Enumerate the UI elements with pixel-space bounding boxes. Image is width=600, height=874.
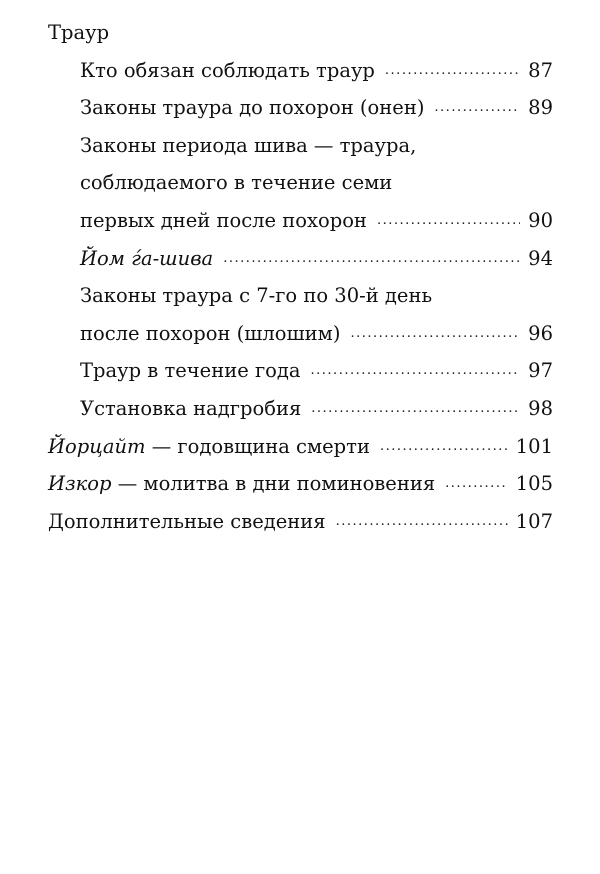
dot-leader [311, 390, 520, 428]
toc-entry-line[interactable] [48, 127, 553, 165]
page-number: 89 [528, 96, 553, 120]
table-of-contents [48, 14, 553, 540]
entry-title: Законы траура с 7-го по 30-й день [80, 284, 433, 308]
toc-entry-line[interactable] [48, 164, 553, 202]
dot-leader [311, 352, 521, 390]
dot-leader [377, 202, 520, 240]
page-number: 98 [528, 396, 553, 420]
page-number: 107 [515, 509, 553, 533]
entry-title-italic: Йорцайт [48, 434, 146, 458]
toc-entry[interactable] [48, 52, 553, 90]
page-number: 87 [528, 58, 553, 82]
section-heading-text: Траур [48, 21, 110, 44]
section-heading [48, 14, 553, 52]
entry-title: первых дней после похорон [80, 208, 367, 232]
entry-title: Дополнительные сведения [48, 509, 326, 533]
toc-entry[interactable] [48, 503, 553, 541]
dot-leader [434, 89, 520, 127]
page-number: 105 [515, 472, 553, 496]
toc-entry[interactable] [48, 390, 553, 428]
toc-entry[interactable] [48, 202, 553, 240]
page-number: 90 [528, 208, 553, 232]
entry-title: — молитва в дни поминовения [111, 472, 436, 496]
page-number: 97 [528, 359, 553, 383]
dot-leader [350, 315, 520, 353]
entry-title: Траур в течение года [80, 359, 301, 383]
toc-entry[interactable] [48, 89, 553, 127]
dot-leader [385, 52, 520, 90]
entry-title: Законы траура до похорон (онен) [80, 96, 425, 120]
page-number: 101 [515, 434, 553, 458]
entry-title: соблюдаемого в течение семи [80, 171, 393, 195]
page-number: 96 [528, 321, 553, 345]
page-number: 94 [528, 246, 553, 270]
dot-leader [380, 428, 508, 466]
entry-title: Законы периода шива — траура, [80, 133, 417, 157]
toc-entry[interactable] [48, 315, 553, 353]
toc-entry-line[interactable] [48, 277, 553, 315]
toc-entry[interactable] [48, 240, 553, 278]
entry-title-italic: Изкор [48, 472, 112, 496]
dot-leader [336, 503, 508, 541]
toc-entry[interactable] [48, 465, 553, 503]
entry-title: после похорон (шлошим) [80, 321, 341, 345]
toc-entry[interactable] [48, 352, 553, 390]
entry-title: Установка надгробия [80, 396, 302, 420]
entry-title: Йом ѓа-шива [80, 246, 214, 270]
entry-title: Кто обязан соблюдать траур [80, 58, 375, 82]
toc-entry[interactable] [48, 428, 553, 466]
dot-leader [223, 240, 520, 278]
entry-title: — годовщина смерти [145, 434, 370, 458]
dot-leader [445, 465, 508, 503]
